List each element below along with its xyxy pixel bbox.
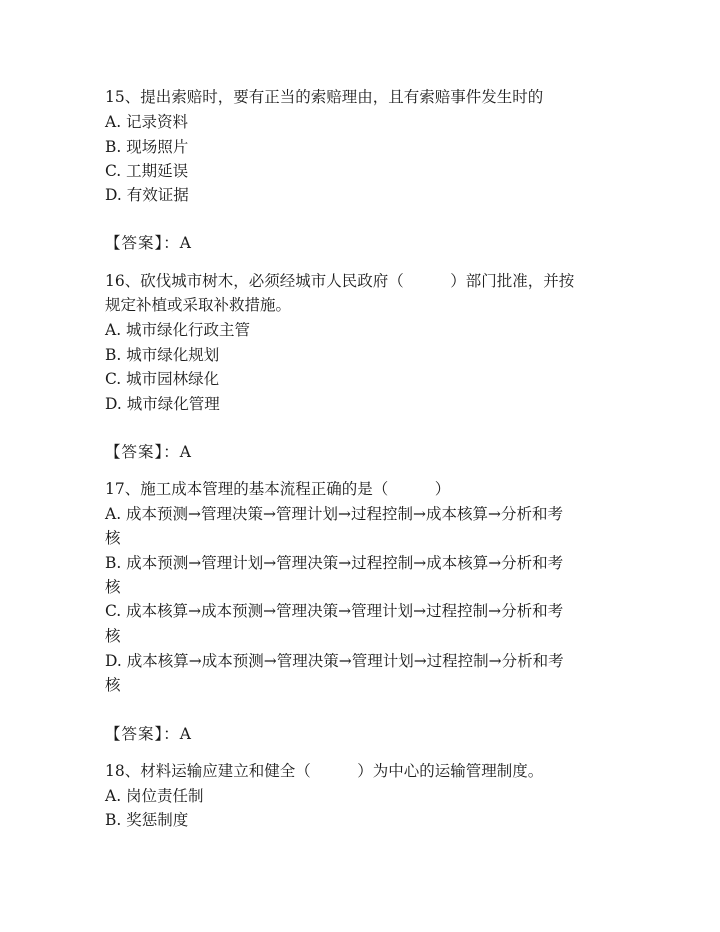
question-15-answer: 【答案】：A (105, 234, 192, 252)
question-17-option-d-line-2: 核 (105, 676, 121, 694)
question-17-option-d-line-1: D. 成本核算→成本预测→管理决策→管理计划→过程控制→分析和考 (105, 652, 564, 670)
question-17-option-c-line-2: 核 (105, 627, 121, 645)
question-17-answer: 【答案】：A (105, 725, 192, 743)
question-18-option-b: B. 奖惩制度 (105, 811, 189, 829)
question-17-option-c-line-1: C. 成本核算→成本预测→管理决策→管理计划→过程控制→分析和考 (105, 602, 564, 620)
question-16-stem-line-1: 16、砍伐城市树木，必须经城市人民政府（ ）部门批准，并按 (105, 272, 575, 290)
question-16-option-d: D. 城市绿化管理 (105, 395, 220, 413)
question-17-option-b-line-1: B. 成本预测→管理计划→管理决策→过程控制→成本核算→分析和考 (105, 554, 564, 572)
question-15-stem: 15、提出索赔时，要有正当的索赔理由，且有索赔事件发生时的 (105, 88, 544, 106)
question-17-option-b-line-2: 核 (105, 578, 121, 596)
question-18-option-a: A. 岗位责任制 (105, 787, 204, 805)
question-16-option-b: B. 城市绿化规划 (105, 346, 220, 364)
question-16-option-a: A. 城市绿化行政主管 (105, 321, 251, 339)
question-15-option-c: C. 工期延误 (105, 162, 189, 180)
question-18-stem: 18、材料运输应建立和健全（ ）为中心的运输管理制度。 (105, 762, 544, 780)
question-17-stem: 17、施工成本管理的基本流程正确的是（ ） (105, 480, 451, 498)
question-17-option-a-line-1: A. 成本预测→管理决策→管理计划→过程控制→成本核算→分析和考 (105, 505, 563, 523)
question-15-option-b: B. 现场照片 (105, 138, 189, 156)
question-16-answer: 【答案】：A (105, 443, 192, 461)
question-16-stem-line-2: 规定补植或采取补救措施。 (105, 296, 292, 314)
question-15-option-d: D. 有效证据 (105, 186, 189, 204)
question-15-option-a: A. 记录资料 (105, 113, 189, 131)
question-17-option-a-line-2: 核 (105, 529, 121, 547)
question-16-option-c: C. 城市园林绿化 (105, 370, 220, 388)
